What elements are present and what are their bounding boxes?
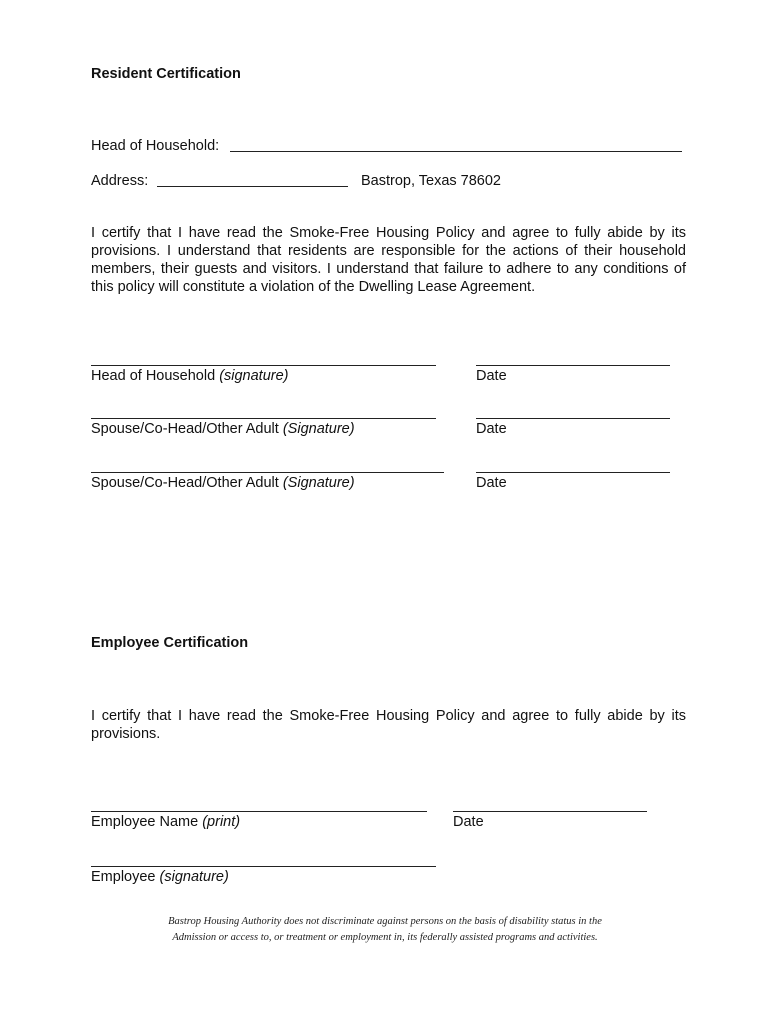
notice-line-2: Admission or access to, or treatment or employment in, its federally assisted programs and activities. bbox=[172, 932, 598, 943]
address-label: Address: bbox=[91, 173, 149, 189]
spouse-signature-label-2 bbox=[91, 474, 355, 492]
spouse-signature-line-2[interactable] bbox=[91, 472, 444, 473]
spouse-date-line-2[interactable] bbox=[476, 472, 670, 473]
spouse-signature-line-1[interactable] bbox=[91, 418, 436, 419]
employee-signature-qualifier: (signature) bbox=[159, 869, 229, 885]
employee-name-line[interactable] bbox=[91, 811, 427, 812]
signature-qualifier: (Signature) bbox=[282, 421, 355, 437]
resident-certification-title: Resident Certification bbox=[91, 66, 241, 82]
signature-role: Head of Household bbox=[91, 368, 216, 384]
employee-certification-title: Employee Certification bbox=[91, 635, 249, 651]
signature-qualifier: (signature) bbox=[219, 368, 289, 384]
head-of-household-signature-line[interactable] bbox=[91, 365, 436, 366]
head-of-household-signature-label bbox=[91, 367, 289, 385]
non-discrimination-notice bbox=[100, 914, 670, 946]
spouse-signature-label-1 bbox=[91, 420, 355, 438]
signature-role: Spouse/Co-Head/Other Adult bbox=[91, 421, 279, 437]
employee-date-label: Date bbox=[453, 814, 484, 830]
head-of-household-date-label: Date bbox=[476, 368, 507, 384]
spouse-date-label-2: Date bbox=[476, 475, 507, 491]
employee-name-label bbox=[91, 813, 240, 831]
head-of-household-field[interactable] bbox=[230, 151, 682, 152]
employee-signature-label bbox=[91, 868, 229, 886]
resident-statement: I certify that I have read the Smoke-Free Housing Policy and agree to fully abide by its provisions. I understand that residents are responsible for the actions of their household members, their guests and visitors. I understand that failure to adhere to any conditions of this policy will constitute a violation of the Dwelling Lease Agreement. bbox=[91, 225, 686, 295]
notice-line-1: Bastrop Housing Authority does not discriminate against persons on the basis of disability status in the bbox=[168, 916, 602, 927]
employee-signature-line[interactable] bbox=[91, 866, 436, 867]
spouse-date-label-1: Date bbox=[476, 421, 507, 437]
employee-date-line[interactable] bbox=[453, 811, 647, 812]
employee-name-qualifier: (print) bbox=[202, 814, 241, 830]
signature-qualifier: (Signature) bbox=[282, 475, 355, 491]
address-field[interactable] bbox=[157, 186, 348, 187]
spouse-date-line-1[interactable] bbox=[476, 418, 670, 419]
head-of-household-date-line[interactable] bbox=[476, 365, 670, 366]
city-state-zip: Bastrop, Texas 78602 bbox=[361, 173, 501, 189]
head-of-household-label: Head of Household: bbox=[91, 138, 220, 154]
employee-name-role: Employee Name bbox=[91, 814, 199, 830]
signature-role: Spouse/Co-Head/Other Adult bbox=[91, 475, 279, 491]
employee-signature-role: Employee bbox=[91, 869, 156, 885]
employee-statement: I certify that I have read the Smoke-Free Housing Policy and agree to fully abide by its provisions. bbox=[91, 708, 686, 742]
